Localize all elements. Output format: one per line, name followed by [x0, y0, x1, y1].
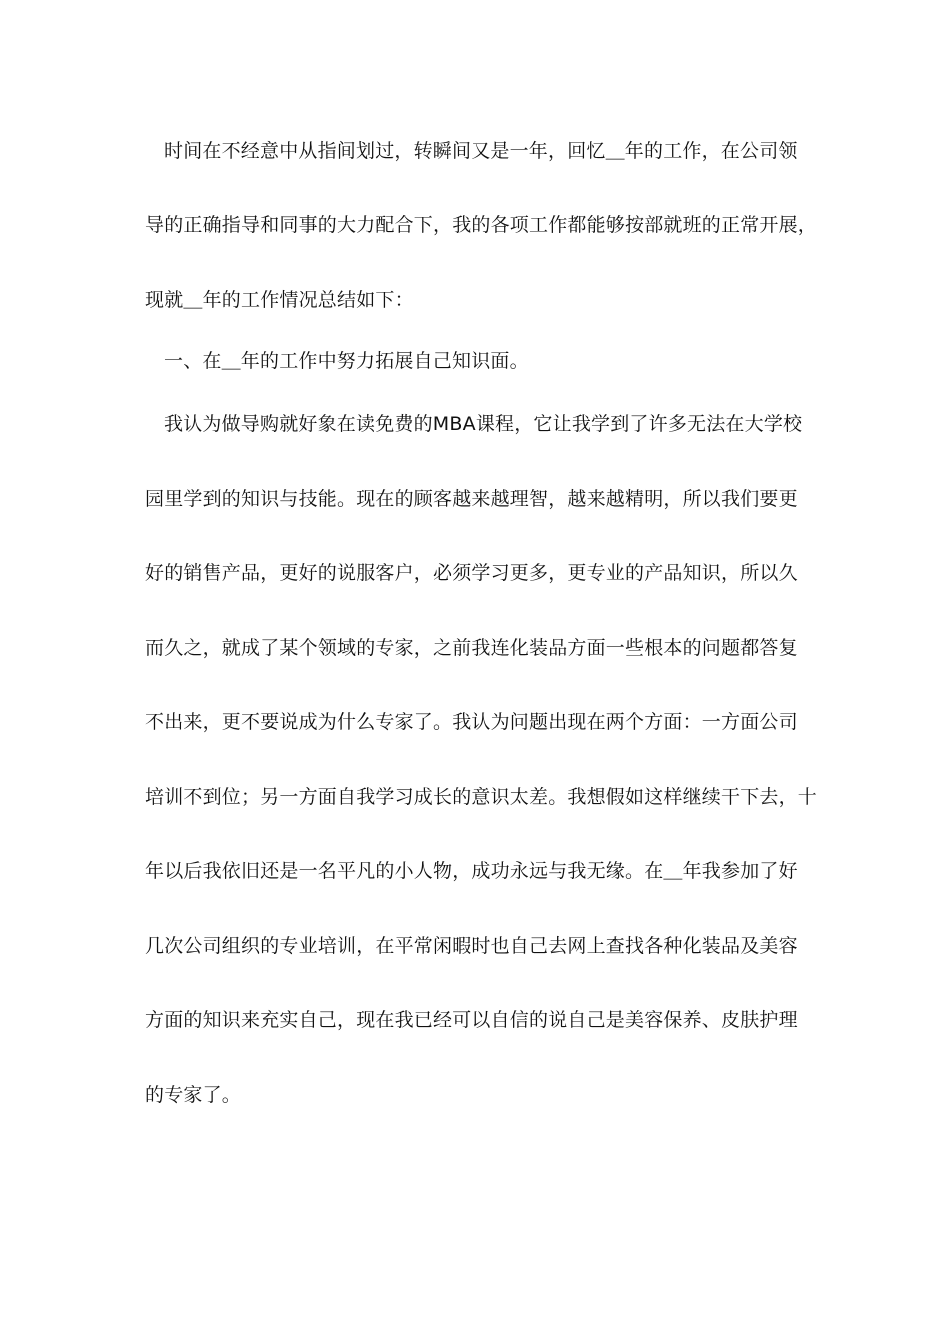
paragraph-2-line-5: 不出来，更不要说成为什么专家了。我认为问题出现在两个方面：一方面公司	[145, 711, 798, 733]
paragraph-2-line-3: 好的销售产品，更好的说服客户，必须学习更多，更专业的产品知识，所以久	[145, 562, 798, 584]
paragraph-2-line-1: 我认为做导购就好象在读免费的MBA课程，它让我学到了许多无法在大学校	[164, 413, 803, 435]
paragraph-2-line-6: 培训不到位；另一方面自我学习成长的意识太差。我想假如这样继续干下去，十	[145, 786, 818, 808]
paragraph-2-line-8: 几次公司组织的专业培训，在平常闲暇时也自己去网上查找各种化装品及美容	[145, 935, 798, 957]
paragraph-1-line-2: 导的正确指导和同事的大力配合下，我的各项工作都能够按部就班的正常开展，	[145, 214, 818, 236]
paragraph-2-line-7: 年以后我依旧还是一名平凡的小人物，成功永远与我无缘。在＿年我参加了好	[145, 860, 798, 882]
paragraph-2-line-10: 的专家了。	[145, 1084, 242, 1106]
paragraph-2-line-9: 方面的知识来充实自己，现在我已经可以自信的说自己是美容保养、皮肤护理	[145, 1009, 798, 1031]
paragraph-2-line-4: 而久之，就成了某个领域的专家，之前我连化装品方面一些根本的问题都答复	[145, 637, 798, 659]
section-heading-1: 一、在＿年的工作中努力拓展自己知识面。	[164, 350, 529, 372]
paragraph-1-line-1: 时间在不经意中从指间划过，转瞬间又是一年，回忆＿年的工作，在公司领	[164, 140, 798, 162]
paragraph-1-line-3: 现就＿年的工作情况总结如下：	[145, 289, 414, 311]
paragraph-2-line-2: 园里学到的知识与技能。现在的顾客越来越理智，越来越精明，所以我们要更	[145, 488, 798, 510]
